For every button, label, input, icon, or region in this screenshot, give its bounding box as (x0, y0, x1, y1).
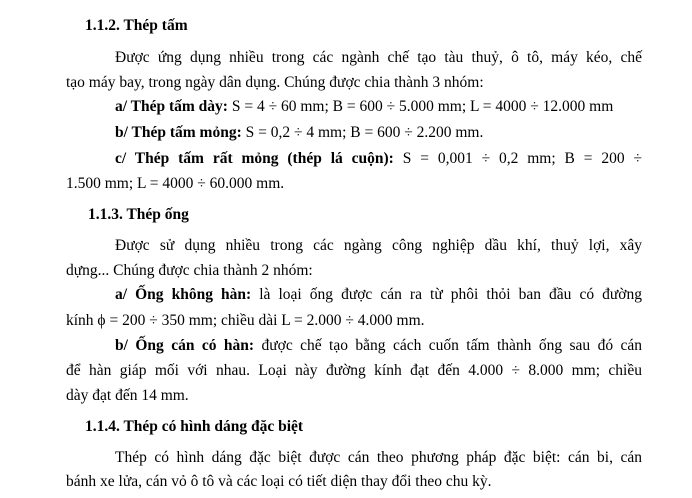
list-item-c (115, 149, 642, 169)
item-text: S = 4 ÷ 60 mm; B = 600 ÷ 5.000 mm; L = 4000 ÷ 12.000 mm (227, 98, 614, 115)
item-text: là loại ống được cán ra từ phôi thỏi ban đầu có đường (251, 286, 642, 303)
item-label: b/ Thép tấm mỏng: (115, 124, 242, 141)
heading-1-1-2: 1.1.2. Thép tấm (85, 17, 188, 34)
paragraph-line: để hàn giáp mối với nhau. Loại này đường kính đạt đến 4.000 ÷ 8.000 mm; chiều (66, 362, 642, 379)
item-label: a/ Thép tấm dày: (115, 98, 228, 115)
heading-1-1-3: 1.1.3. Thép ống (88, 206, 189, 223)
list-item-a (115, 97, 613, 117)
item-label: a/ Ống không hàn: (115, 286, 252, 303)
item-label: c/ Thép tấm rất mỏng (thép lá cuộn): (115, 150, 394, 167)
paragraph-line: Thép có hình dáng đặc biệt được cán theo phương pháp đặc biệt: cán bi, cán (115, 449, 642, 466)
paragraph-line: kính ϕ = 200 ÷ 350 mm; chiều dài L = 2.000 ÷ 4.000 mm. (66, 312, 425, 329)
list-item-b (115, 336, 642, 356)
paragraph-line: tạo máy bay, trong ngày dân dụng. Chúng được chia thành 3 nhóm: (66, 74, 484, 91)
paragraph-line: Được ứng dụng nhiều trong các ngành chế tạo tàu thuỷ, ô tô, máy kéo, chế (115, 49, 642, 66)
item-label: b/ Ống cán có hàn: (115, 337, 255, 354)
list-item-b (115, 123, 483, 143)
paragraph-line: Được sử dụng nhiều trong các ngàng công nghiệp dầu khí, thuỷ lợi, xây (115, 237, 642, 254)
item-text: S = 0,001 ÷ 0,2 mm; B = 200 ÷ (393, 150, 642, 167)
paragraph-line: dày đạt đến 14 mm. (66, 387, 189, 404)
list-item-a (115, 285, 642, 305)
item-text: S = 0,2 ÷ 4 mm; B = 600 ÷ 2.200 mm. (241, 124, 484, 141)
paragraph-line: bánh xe lửa, cán vỏ ô tô và các loại có tiết diện thay đổi theo chu kỳ. (66, 473, 492, 490)
heading-1-1-4: 1.1.4. Thép có hình dáng đặc biệt (85, 418, 304, 435)
item-text: được chế tạo bằng cách cuốn tấm thành ống sau đó cán (254, 337, 642, 354)
paragraph-line: 1.500 mm; L = 4000 ÷ 60.000 mm. (66, 175, 285, 192)
paragraph-line: dựng... Chúng được chia thành 2 nhóm: (66, 262, 313, 279)
